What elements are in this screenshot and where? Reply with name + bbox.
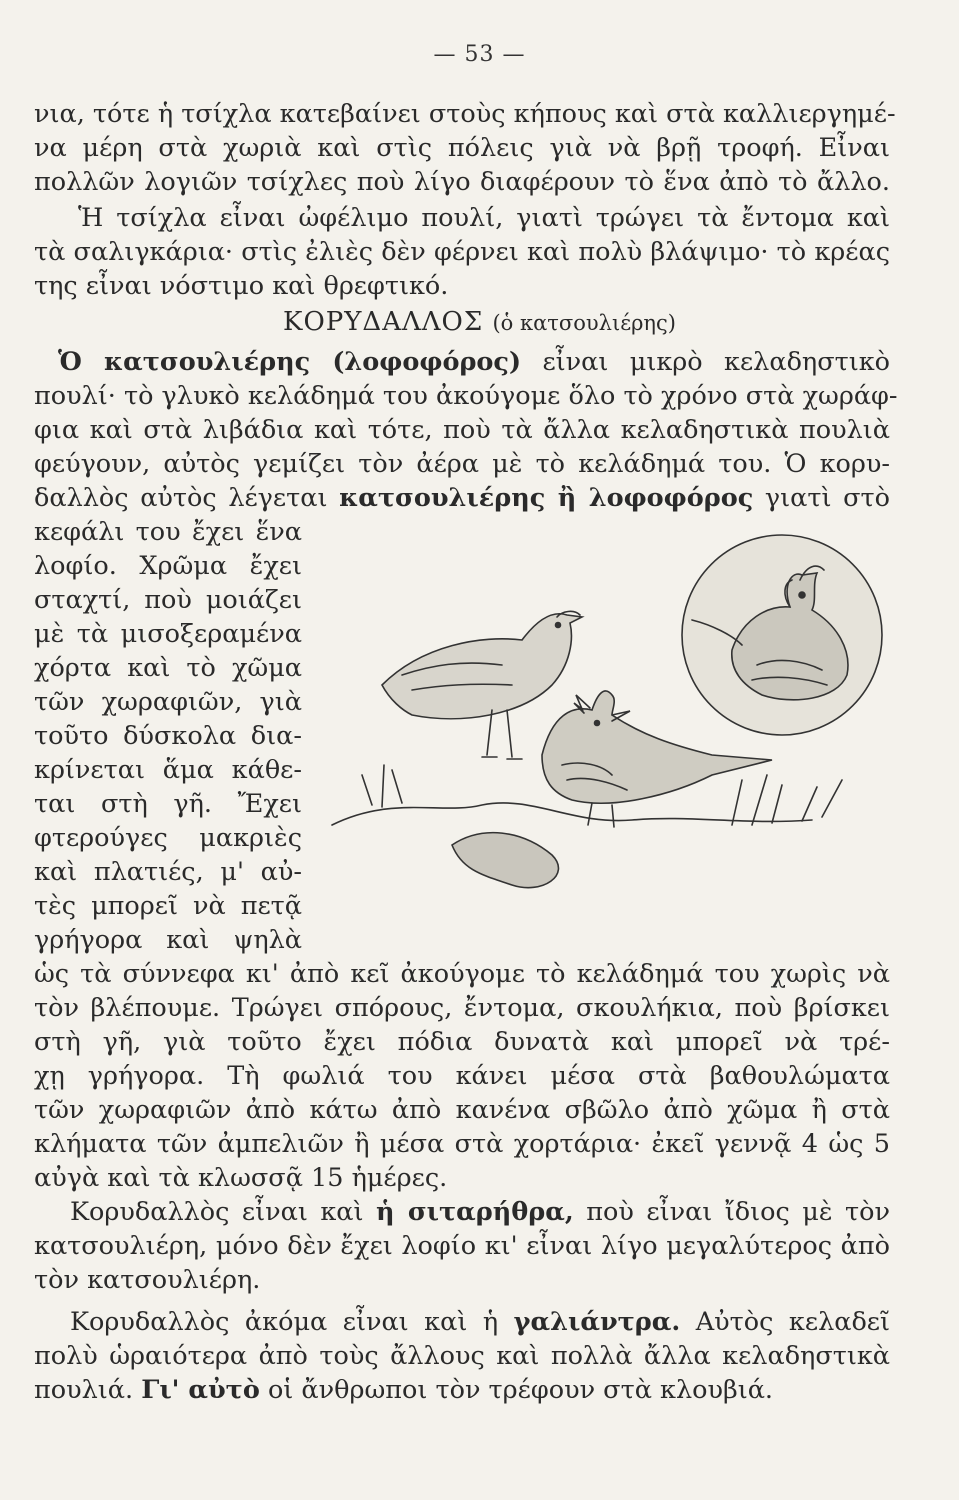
text-line <box>34 346 890 378</box>
text-line: φτερούγες μακριὲς <box>34 823 302 853</box>
text-span: γιατὶ στὸ <box>764 483 890 513</box>
text-line: κατσουλιέρη, μόνο δὲν ἔχει λοφίο κι' εἶναι λίγο μεγαλύτερος ἀπὸ <box>34 1231 890 1261</box>
text-line: κρίνεται ἅμα κάθε- <box>34 755 302 785</box>
text-span: Κορυδαλλὸς ἀκόμα εἶναι καὶ ἡ <box>70 1307 499 1337</box>
text-line: αὐγὰ καὶ τὰ κλωσσᾷ 15 ἡμέρες. <box>34 1163 448 1193</box>
text-line: να μέρη στὰ χωριὰ καὶ στὶς πόλεις γιὰ νὰ βρῇ τροφή. Εἶναι <box>34 133 890 163</box>
text-span: πουλιά. <box>34 1375 134 1405</box>
text-line: τῶν χωραφιῶν ἀπὸ κάτω ἀπὸ κανένα σβῶλο ἀπὸ χῶμα ἢ στὰ <box>34 1095 890 1125</box>
text-line: τῶν χωραφιῶν, γιὰ <box>34 687 302 717</box>
text-line: χόρτα καὶ τὸ χῶμα <box>34 653 302 683</box>
text-line <box>34 1196 890 1228</box>
text-line: φεύγουν, αὐτὸς γεμίζει τὸν ἀέρα μὲ τὸ κελάδημά του. Ὁ κορυ- <box>34 449 890 479</box>
page-number: — 53 — <box>433 42 526 67</box>
text-span: δαλλὸς αὐτὸς λέγεται <box>34 483 328 513</box>
bold-term: κατσουλιέρης ἢ λοφοφόρος <box>339 483 754 513</box>
heading-subtitle: (ὁ κατσουλιέρης) <box>492 311 676 335</box>
text-line: πολὺ ὡραιότερα ἀπὸ τοὺς ἄλλους καὶ πολλὰ ἄλλα κελαδηστικὰ <box>34 1341 890 1371</box>
text-line: τὲς μπορεῖ νὰ πετᾷ <box>34 891 302 921</box>
text-line: ὡς τὰ σύννεφα κι' ἀπὸ κεῖ ἀκούγομε τὸ κελάδημά του χωρὶς νὰ <box>34 959 890 989</box>
text-span: Κορυδαλλὸς εἶναι καὶ <box>70 1197 364 1227</box>
text-line: κεφάλι του ἔχει ἕνα <box>34 517 302 547</box>
text-line: πολλῶν λογιῶν τσίχλες ποὺ λίγο διαφέρουν τὸ ἕνα ἀπὸ τὸ ἄλλο. <box>34 167 890 197</box>
bold-term: Γι' αὐτὸ <box>141 1375 260 1405</box>
text-line: τὸν κατσουλιέρη. <box>34 1265 261 1295</box>
text-span: Αὐτὸς κελαδεῖ <box>695 1307 891 1337</box>
text-line: πουλί· τὸ γλυκὸ κελάδημά του ἀκούγομε ὅλο τὸ χρόνο στὰ χωράφ- <box>34 381 898 411</box>
lark-illustration <box>312 525 912 925</box>
text-line: σταχτί, ποὺ μοιάζει <box>34 585 302 615</box>
section-heading <box>0 306 959 339</box>
bold-term: ἡ σιταρήθρα, <box>376 1197 574 1227</box>
bold-term: γαλιάντρα. <box>513 1307 681 1337</box>
text-span: ποὺ εἶναι ἴδιος μὲ τὸν <box>586 1197 890 1227</box>
text-line: της εἶναι νόστιμο καὶ θρεφτικό. <box>34 271 449 301</box>
text-line: Ἡ τσίχλα εἶναι ὠφέλιμο πουλί, γιατὶ τρώγει τὰ ἔντομα καὶ <box>78 203 890 233</box>
text-line: φια καὶ στὰ λιβάδια καὶ τότε, ποὺ τὰ ἄλλα κελαδηστικὰ πουλιὰ <box>34 415 890 445</box>
text-line: γρήγορα καὶ ψηλὰ <box>34 925 302 955</box>
text-line: κλήματα τῶν ἀμπελιῶν ἢ μέσα στὰ χορτάρια· ἐκεῖ γεννᾷ 4 ὡς 5 <box>34 1129 890 1159</box>
text-span: οἱ ἄνθρωποι τὸν τρέφουν στὰ κλουβιά. <box>267 1375 774 1405</box>
text-line <box>34 1306 890 1338</box>
text-span: εἶναι μικρὸ κελαδηστικὸ <box>542 347 890 377</box>
text-line: ται στὴ γῆ. Ἔχει <box>34 789 302 819</box>
text-line: τὸν βλέπουμε. Τρώγει σπόρους, ἔντομα, σκουλήκια, ποὺ βρίσκει <box>34 993 890 1023</box>
text-line: τὰ σαλιγκάρια· στὶς ἐλιὲς δὲν φέρνει καὶ πολὺ βλάψιμο· τὸ κρέας <box>34 237 890 267</box>
ground-line <box>332 803 812 825</box>
text-line: χῃ γρήγορα. Τὴ φωλιά του κάνει μέσα στὰ βαθουλώματα <box>34 1061 890 1091</box>
bold-term: Ὁ κατσουλιέρης (λοφοφόρος) <box>58 347 522 377</box>
text-line: στὴ γῆ, γιὰ τοῦτο ἔχει πόδια δυνατὰ καὶ μπορεῖ νὰ τρέ- <box>34 1027 890 1057</box>
heading-title: ΚΟΡΥΔΑΛΛΟΣ <box>283 307 484 337</box>
text-line: μὲ τὰ μισοξεραμένα <box>34 619 302 649</box>
text-line: τοῦτο δύσκολα δια- <box>34 721 302 751</box>
text-line <box>34 1374 890 1406</box>
text-line: νια, τότε ἡ τσίχλα κατεβαίνει στοὺς κήπους καὶ στὰ καλλιεργημέ- <box>34 99 896 129</box>
text-line: καὶ πλατιές, μ' αὐ- <box>34 857 302 887</box>
text-line <box>34 482 890 514</box>
text-line: λοφίο. Χρῶμα ἔχει <box>34 551 302 581</box>
